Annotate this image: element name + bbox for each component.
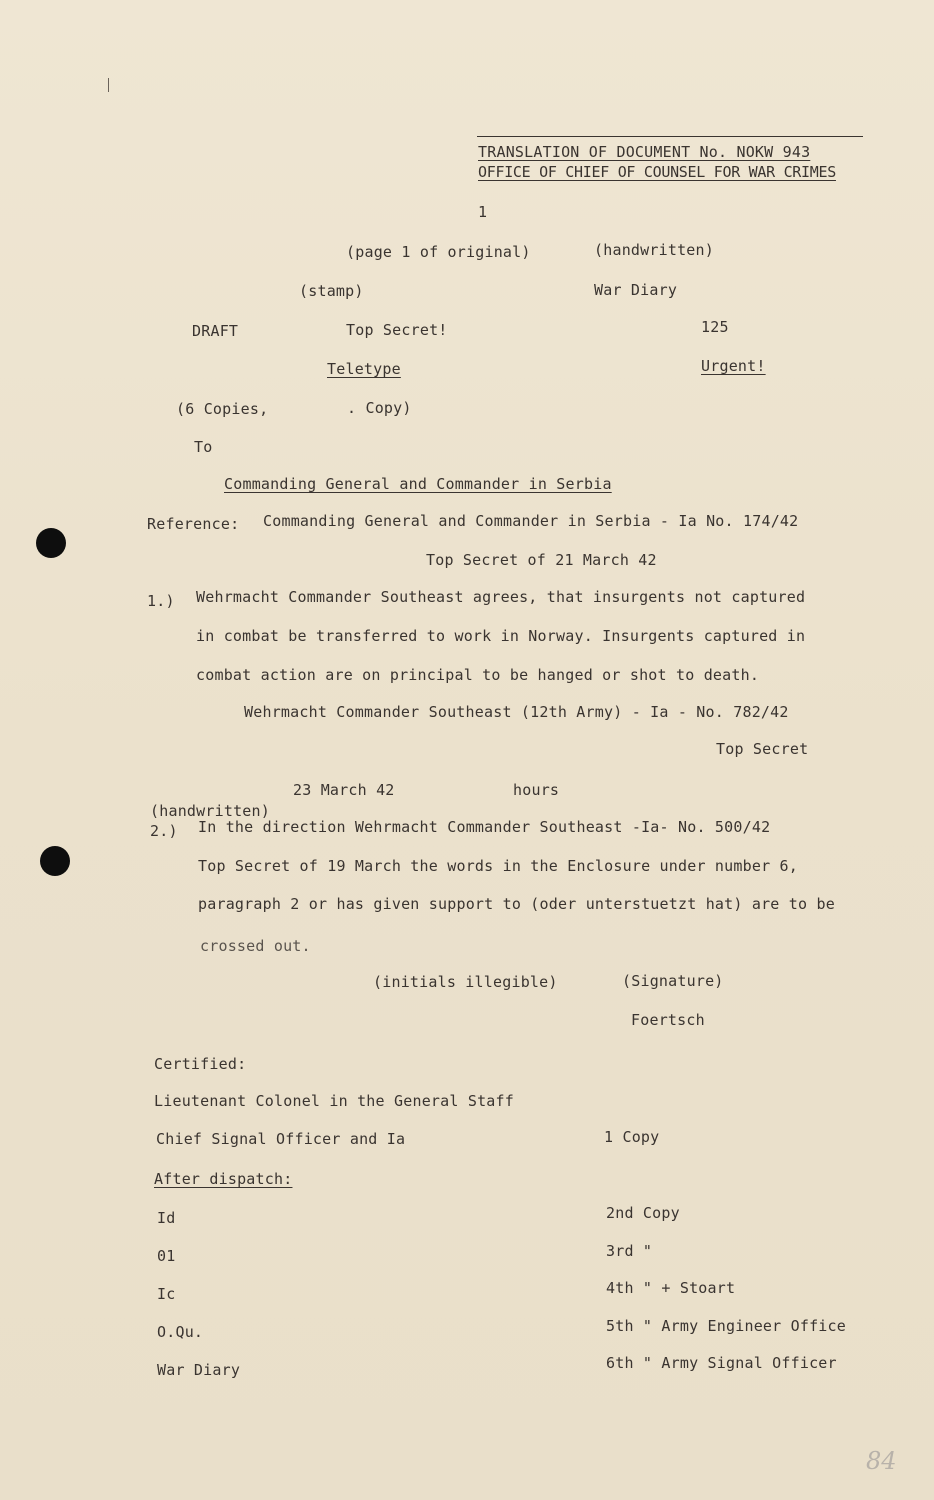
dist-right-ic: 4th " + Stoart bbox=[606, 1279, 736, 1297]
initials-label: (initials illegible) bbox=[373, 973, 558, 991]
hours-label: hours bbox=[513, 781, 560, 799]
item1-line2: in combat be transferred to work in Norway. Insurgents captured in bbox=[196, 627, 806, 645]
signature-label: (Signature) bbox=[622, 972, 724, 990]
copies-right: . Copy) bbox=[347, 399, 412, 417]
item2-line3: paragraph 2 or has given support to (oder unterstuetzt hat) are to be bbox=[198, 895, 835, 913]
item1-number: 1.) bbox=[147, 592, 175, 610]
item2-number: 2.) bbox=[150, 822, 178, 840]
dist-right-id: 2nd Copy bbox=[606, 1204, 680, 1222]
reference-line2: Top Secret of 21 March 42 bbox=[426, 551, 657, 569]
pencil-page-number: 84 bbox=[866, 1447, 897, 1475]
item2-line4: crossed out. bbox=[200, 937, 311, 955]
reference-label: Reference: bbox=[147, 515, 240, 533]
header-rule bbox=[477, 136, 863, 137]
handwritten-note-top: (handwritten) bbox=[594, 241, 714, 259]
header-line1: TRANSLATION OF DOCUMENT No. NOKW 943 bbox=[478, 143, 811, 161]
chief-signal-line: Chief Signal Officer and Ia bbox=[156, 1130, 406, 1148]
dist-left-war-diary: War Diary bbox=[157, 1361, 241, 1379]
dist-right-oqu: 5th " Army Engineer Office bbox=[606, 1317, 846, 1335]
dist-left-oqu: O.Qu. bbox=[157, 1323, 204, 1341]
reference-text: Commanding General and Commander in Serbia - Ia No. 174/42 bbox=[263, 512, 799, 530]
one-copy: 1 Copy bbox=[604, 1128, 660, 1146]
addressee: Commanding General and Commander in Serbia bbox=[224, 475, 612, 493]
lt-col-line: Lieutenant Colonel in the General Staff bbox=[154, 1092, 514, 1110]
page-of-original: (page 1 of original) bbox=[346, 243, 531, 261]
punch-hole-top bbox=[36, 528, 66, 558]
page-number: 1 bbox=[478, 203, 488, 221]
item2-line2: Top Secret of 19 March the words in the Enclosure under number 6, bbox=[198, 857, 798, 875]
item2-line1: In the direction Wehrmacht Commander Southeast -Ia- No. 500/42 bbox=[198, 818, 771, 836]
item1-line4: Wehrmacht Commander Southeast (12th Army) - Ia - No. 782/42 bbox=[244, 703, 789, 721]
punch-hole-bottom bbox=[40, 846, 70, 876]
stamp-note: (stamp) bbox=[299, 282, 364, 300]
handwritten-note-mid: (handwritten) bbox=[150, 802, 270, 820]
header-line2: OFFICE OF CHIEF OF COUNSEL FOR WAR CRIMES bbox=[478, 163, 836, 181]
after-dispatch-label: After dispatch: bbox=[154, 1170, 293, 1188]
urgent-label: Urgent! bbox=[701, 357, 766, 375]
dist-left-01: 01 bbox=[157, 1247, 176, 1265]
draft-label: DRAFT bbox=[192, 322, 239, 340]
margin-mark bbox=[108, 78, 109, 92]
signature-name: Foertsch bbox=[631, 1011, 705, 1029]
dist-left-id: Id bbox=[157, 1209, 176, 1227]
item1-line5: Top Secret bbox=[716, 740, 809, 758]
war-diary-top: War Diary bbox=[594, 281, 678, 299]
certified-label: Certified: bbox=[154, 1055, 247, 1073]
to-label: To bbox=[194, 438, 213, 456]
number-125: 125 bbox=[701, 318, 729, 336]
teletype-label: Teletype bbox=[327, 360, 401, 378]
dist-right-01: 3rd " bbox=[606, 1242, 653, 1260]
copies-left: (6 Copies, bbox=[176, 400, 269, 418]
dist-right-war-diary: 6th " Army Signal Officer bbox=[606, 1354, 837, 1372]
date-line: 23 March 42 bbox=[293, 781, 395, 799]
item1-line1: Wehrmacht Commander Southeast agrees, that insurgents not captured bbox=[196, 588, 806, 606]
item1-line3: combat action are on principal to be hanged or shot to death. bbox=[196, 666, 760, 684]
dist-left-ic: Ic bbox=[157, 1285, 176, 1303]
top-secret-label: Top Secret! bbox=[346, 321, 448, 339]
